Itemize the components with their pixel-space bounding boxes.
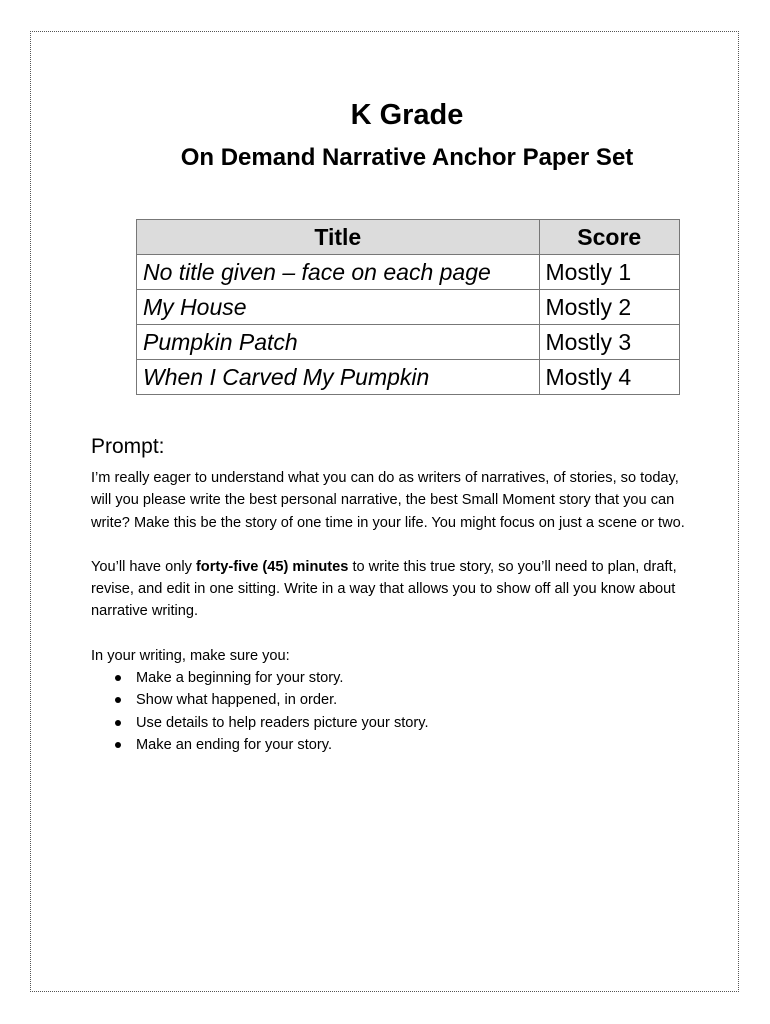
page-subtitle: On Demand Narrative Anchor Paper Set: [180, 144, 634, 171]
paper-title-cell: No title given – face on each page: [137, 255, 540, 290]
list-item-text: Use details to help readers picture your story.: [136, 714, 429, 731]
table-row: [137, 255, 680, 290]
paper-score-cell: Mostly 2: [539, 290, 680, 325]
list-item: [115, 734, 696, 756]
table-row: [137, 290, 680, 325]
paper-title-cell: Pumpkin Patch: [137, 325, 540, 360]
paper-title-cell: My House: [137, 290, 540, 325]
list-item: [115, 712, 696, 734]
writing-checklist: [91, 667, 696, 756]
score-column-header: Score: [539, 220, 680, 255]
table-row: [137, 325, 680, 360]
paper-score-cell: Mostly 1: [539, 255, 680, 290]
bullet-icon: [115, 742, 121, 748]
title-column-header: Title: [137, 220, 540, 255]
paper-score-cell: Mostly 3: [539, 325, 680, 360]
list-item: [115, 689, 696, 711]
table-row: [137, 360, 680, 395]
prompt-heading: Prompt:: [91, 435, 165, 458]
time-limit-emphasis: forty-five (45) minutes: [195, 558, 349, 575]
anchor-paper-table: [136, 219, 680, 395]
prompt-body: [91, 467, 696, 756]
page-title: K Grade: [350, 99, 464, 131]
list-item-text: Show what happened, in order.: [136, 692, 338, 709]
table-header-row: [137, 220, 680, 255]
list-item-text: Make an ending for your story.: [136, 736, 333, 753]
time-limit-paragraph: [91, 556, 696, 623]
list-item-text: Make a beginning for your story.: [136, 670, 344, 687]
paper-score-cell: Mostly 4: [539, 360, 680, 395]
time-limit-text-before: You’ll have only: [91, 558, 196, 575]
list-item: [115, 667, 696, 689]
bullet-icon: [115, 697, 121, 703]
bullet-icon: [115, 720, 121, 726]
paper-title-cell: When I Carved My Pumpkin: [137, 360, 540, 395]
prompt-paragraph: I’m really eager to understand what you can do as writers of narratives, of stories, so today, will you please write the best personal narrative, the best Small Moment story that you can write? Make this be the story of one time in your life. You might focus on just a scene or two.: [91, 470, 685, 531]
time-limit-text-after: to write this true story, so you’ll need to plan, draft, revise, and edit in one sitting. Write in a way that allows you to show off all you know about narrative writing.: [91, 558, 677, 620]
checklist-intro: In your writing, make sure you:: [91, 647, 290, 664]
bullet-icon: [115, 675, 121, 681]
